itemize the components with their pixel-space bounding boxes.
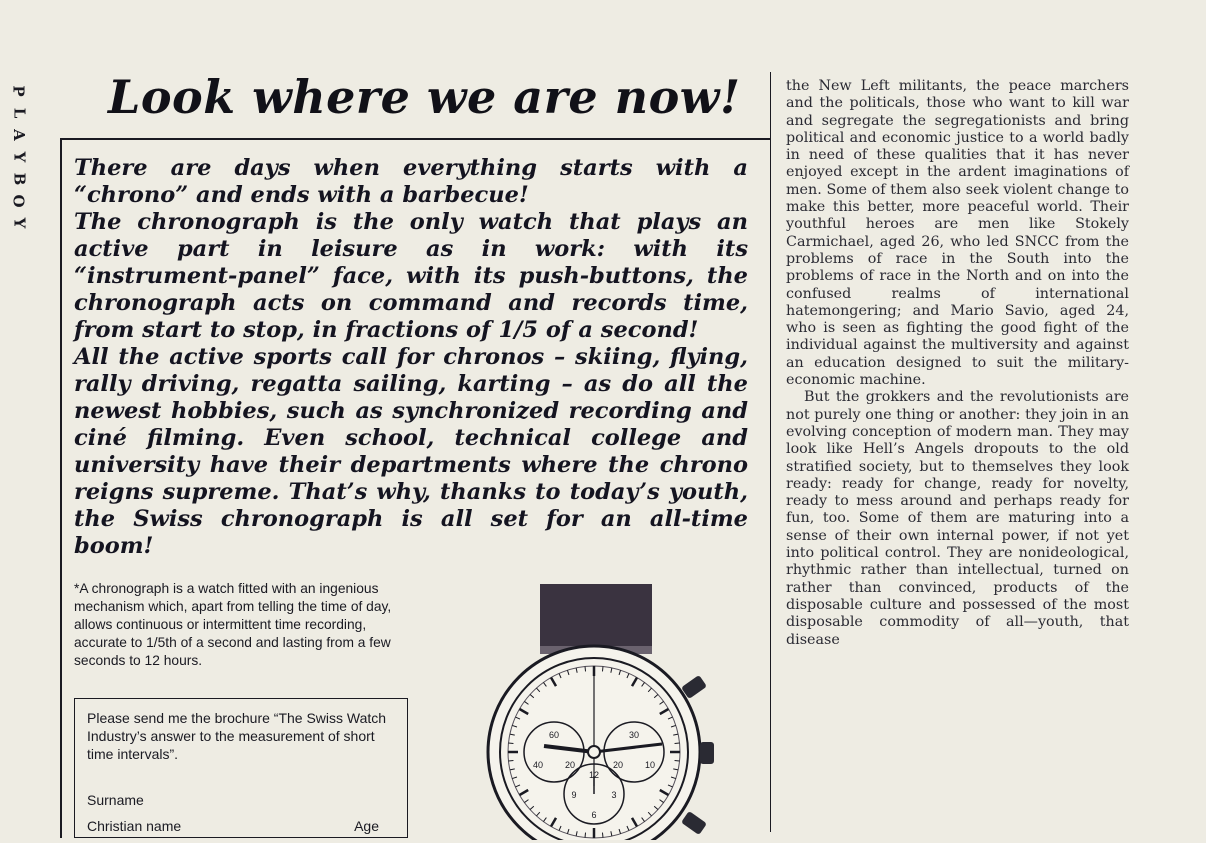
running-head-letter: L	[9, 107, 28, 119]
ad-body-paragraph: There are days when everything starts with a “chrono” and ends with a barbecue!	[74, 155, 748, 208]
article-paragraph: But the grokkers and the revolutionists are not purely one thing or another: they join in an evolving conception of modern man. They may look like Hell’s Angels dropouts to the old stratified society, but to themselves they look ready: ready for change, ready for novelty, ready to mess around and perhaps ready for fun, too. Some of them are maturing into a sense of their own internal power, if not yet into political control. They are nonideological, rhythmic rather than intellectual, turned on rather than convinced, products of the disposable culture and possessed of the most disposable commodity of all—youth, that disease	[786, 389, 1129, 648]
magazine-running-head	[6, 80, 32, 234]
article-paragraph: the New Left militants, the peace marchers and the politicals, those who want to kill war and segregate the segregationists and bring political and economic justice to a world badly in need of these qualities that it has never enjoyed except in the ardent imaginations of men. Some of them also seek violent change to make this better, more peaceful world. Their youthful heroes are men like Stokely Carmichael, aged 26, who led SNCC from the problems of race in the South into the problems of race in the North and on into the confused realms of international hatemongering; and Mario Savio, aged 24, who is seen as fighting the good fight of the individual against the multiversity and against an education designed to suit the military-economic machine.	[786, 78, 1129, 389]
running-head-letter: A	[9, 129, 28, 141]
surname-label: Surname	[87, 792, 144, 808]
dial-tick	[508, 743, 513, 744]
running-head-letter: B	[10, 172, 28, 186]
coupon-request-text: Please send me the brochure “The Swiss Watch Industry’s answer to the measurement of short time intervals”.	[87, 710, 387, 762]
watch-strap	[540, 584, 652, 650]
running-head-letter: Y	[10, 151, 28, 163]
ad-body	[74, 155, 748, 560]
subdial-label: 9	[571, 790, 577, 800]
subdial-label: 60	[548, 730, 560, 740]
subdial-label: 3	[611, 790, 617, 800]
dial-tick	[675, 760, 680, 761]
dial-tick	[602, 833, 603, 838]
subdial-label: 6	[591, 810, 597, 820]
dial-tick	[675, 743, 680, 744]
dial-tick	[602, 666, 603, 671]
ad-body-paragraph: All the active sports call for chronos – skiing, flying, rally driving, regatta sailing, karting – as do all the newest hobbies, such as synchronized recording and ciné filming. Even school, technical college and university have their departments where the chrono reigns supreme. That’s why, thanks to today’s youth, the Swiss chronograph is all set for an all-time boom!	[74, 344, 748, 559]
ad-footnote: *A chronograph is a watch fitted with an ingenious mechanism which, apart from telling the time of day, allows continuous or intermittent time recording, accurate to 1/5th of a second and lasting from a few seconds to 12 hours.	[74, 581, 392, 668]
coupon-name-row[interactable]	[87, 817, 395, 843]
running-head-letter: O	[9, 194, 28, 208]
crown	[700, 742, 714, 764]
ad-body-paragraph: The chronograph is the only watch that plays an active part in leisure as in work: with its “instrument-panel” face, with its push-buttons, the chronograph acts on command and records time, from start to stop, in fractions of 1/5 of a second!	[74, 209, 748, 343]
subdial-label: 40	[532, 760, 544, 770]
subdial-label: 12	[588, 770, 600, 780]
coupon-surname-row[interactable]	[87, 791, 395, 817]
center-pinion	[588, 746, 600, 758]
running-head-letter: Y	[10, 217, 28, 229]
column-divider	[770, 72, 771, 832]
dial-tick	[585, 833, 586, 838]
dial-tick	[585, 666, 586, 671]
subdial-label: 30	[628, 730, 640, 740]
chronograph-watch-illustration	[478, 580, 728, 840]
subdial-label: 20	[564, 760, 576, 770]
subdial-label: 10	[644, 760, 656, 770]
crown-pusher	[681, 811, 707, 835]
ad-headline: Look where we are now!	[108, 70, 741, 124]
brochure-coupon	[74, 698, 408, 838]
dial-tick	[508, 760, 513, 761]
subdial-label: 20	[612, 760, 624, 770]
running-head-letter: P	[10, 85, 28, 97]
article-column	[786, 78, 1129, 649]
age-label: Age	[354, 818, 379, 834]
christian-name-label: Christian name	[87, 818, 182, 834]
